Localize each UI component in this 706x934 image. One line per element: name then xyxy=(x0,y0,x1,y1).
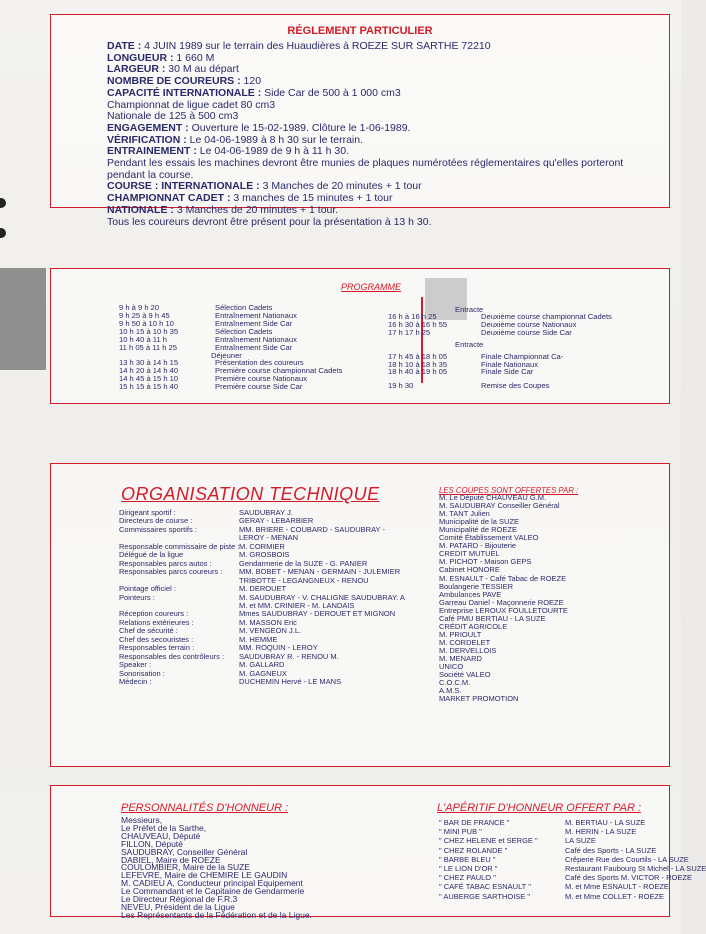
organisation-role: Pointage officiel : xyxy=(119,584,176,594)
coupes-donor: Boulangerie TESSIER xyxy=(439,581,514,591)
reglement-text: Tous les coureurs devront être présent pour la présentation à 13 h 30. xyxy=(107,215,432,228)
personnalite-line: NEVEU, Président de la Ligue xyxy=(121,901,235,912)
reglement-text: 3 Manches de 20 minutes + 1 tour xyxy=(262,180,422,193)
organisation-names: M. GAGNEUX xyxy=(239,668,287,678)
coupes-donor: M. MENARD xyxy=(439,654,482,663)
aperitif-row xyxy=(439,854,689,864)
personnalite-line: CHAUVEAU, Député xyxy=(121,830,201,841)
coupes-donor: M. PATARD - Bijouterie xyxy=(439,541,517,551)
coupes-donor: A.M.S. xyxy=(439,686,462,696)
organisation-names: LEROY - MENAN xyxy=(239,533,299,543)
organisation-names: M. CORMIER xyxy=(239,541,285,551)
reglement-text: 30 M au départ xyxy=(168,63,239,76)
coupes-title: LES COUPES SONT OFFERTES PAR : xyxy=(439,486,579,495)
programme-event: Sélection Cadets xyxy=(215,303,273,312)
organisation-names: DUCHEMIN Hervé - LE MANS xyxy=(239,677,342,686)
coupes-donor: Municipalité de la SUZE xyxy=(439,517,520,527)
organisation-names: M. HEMME xyxy=(239,634,278,644)
programme-event: Finale Nationaux xyxy=(481,359,538,369)
personnalite-line: FILLON, Député xyxy=(121,838,183,849)
programme-event: Entraînement Nationaux xyxy=(215,334,297,344)
programme-event: Finale Championnat Ca- xyxy=(481,351,564,361)
coupes-donor: Garreau Daniel - Maçonnerie ROEZE xyxy=(439,597,564,607)
personnalite-line: Messieurs, xyxy=(121,815,163,825)
programme-event: Entraînement Side Car xyxy=(215,342,293,352)
organisation-names: M. GROSBOIS xyxy=(239,550,290,560)
coupes-donor: M. CORDELET xyxy=(439,637,491,647)
programme-event: Entraînement Side Car xyxy=(215,318,293,328)
reglement-text: Side Car de 500 à 1 000 cm3 xyxy=(264,86,401,99)
aperitif-place: " CHEZ ROLANDE " xyxy=(439,845,508,855)
reglement-text: Le 04-06-1989 à 8 h 30 sur le terrain. xyxy=(189,133,364,146)
aperitif-host: Café des Sports M. VICTOR - ROEZE xyxy=(565,873,692,883)
organisation-role: Commissaires sportifs : xyxy=(119,524,197,534)
organisation-role: Chef de sécurité : xyxy=(119,626,178,636)
reglement-text: 1 660 M xyxy=(176,51,215,64)
coupes-donor: CRÉDIT AGRICOLE xyxy=(439,621,508,631)
personnalite-line: DABIEL, Maire de ROEZE xyxy=(121,854,221,865)
personnalite-line: Les Représentants de la Fédération et de la Ligue. xyxy=(121,909,312,920)
aperitif-place: " BAR DE FRANCE " xyxy=(439,818,510,827)
programme-time: 13 h 30 à 14 h 15 xyxy=(119,358,179,368)
organisation-role: Responsables parcs autos : xyxy=(119,558,212,568)
coupes-donor: Cabinet HONORE xyxy=(439,565,500,575)
programme-time: 17 h 45 à 18 h 05 xyxy=(388,351,448,361)
organisation-title: ORGANISATION TECHNIQUE xyxy=(121,484,380,504)
programme-title: PROGRAMME xyxy=(341,282,402,292)
coupes-donor: M. PICHOT - Maison GEPS xyxy=(439,557,532,567)
aperitif-row xyxy=(439,827,637,837)
aperitif-host: M. BERTIAU - LA SUZE xyxy=(565,818,646,827)
reglement-line xyxy=(107,217,663,229)
coupes-donor: Comité Établissement VALEO xyxy=(439,533,539,543)
organisation-names: SAUDUBRAY J. xyxy=(239,508,293,517)
programme-event: Deuxième course championnat Cadets xyxy=(481,312,612,321)
reglement-key: ENGAGEMENT : xyxy=(107,121,189,134)
reglement-key: ENTRAINEMENT : xyxy=(107,145,197,158)
programme-time: 18 h 40 à 19 h 05 xyxy=(388,367,448,377)
organisation-role: Réception coureurs : xyxy=(119,609,189,619)
organisation-names: M. GALLARD xyxy=(239,660,285,670)
programme-time: 16 h 30 à 16 h 55 xyxy=(388,319,448,329)
personnalite-line: M. CADIEU A, Conducteur principal Equipement xyxy=(121,878,303,889)
organisation-names: Mmes SAUDUBRAY - DEROUET ET MIGNON xyxy=(239,609,396,619)
coupes-donor: M. ESNAULT - Café Tabac de ROEZE xyxy=(439,573,567,583)
binder-hole xyxy=(0,228,6,238)
aperitif-place: " CAFÉ TABAC ESNAULT " xyxy=(439,882,531,892)
programme-event: Finale Side Car xyxy=(481,367,534,377)
organisation-box xyxy=(50,463,670,767)
organisation-role: Relations extérieures : xyxy=(119,617,194,627)
personnalite-line: COULOMBIER, Maire de la SUZE xyxy=(121,862,250,873)
organisation-role: Délégué de la ligue xyxy=(119,550,184,560)
programme-box xyxy=(50,268,670,404)
reglement-text: Ouverture le 15-02-1989. Clôture le 1-06-1989. xyxy=(191,121,411,134)
reglement-text: 3 manches de 15 minutes + 1 tour xyxy=(233,192,393,205)
dejeuner-label: Déjeuner xyxy=(211,351,242,361)
binder-hole xyxy=(0,198,6,208)
programme-event: Remise des Coupes xyxy=(481,381,550,391)
programme-time: 10 h 15 à 10 h 35 xyxy=(119,326,179,336)
organisation-names: TRIBOTTE - LEGANGNEUX - RENOU xyxy=(239,575,369,585)
aperitif-row xyxy=(439,836,596,846)
organisation-names: M. SAUDUBRAY - V. CHALIGNE SAUDUBRAY. A xyxy=(239,592,405,602)
programme-time: 16 h à 16 h 25 xyxy=(388,312,437,321)
entracte-label: Entracte xyxy=(455,305,484,314)
aperitif-place: " MINI PUB " xyxy=(439,827,482,837)
programme-event: Deuxième course Nationaux xyxy=(481,319,577,329)
reglement-text: Nationale de 125 à 500 cm3 xyxy=(107,110,239,123)
aperitif-host: Restaurant Faubourg St Michel - LA SUZE xyxy=(565,864,706,873)
programme-event: Première course championnat Cadets xyxy=(215,366,343,376)
personnalite-line: Le Directeur Régional de F.R.3 xyxy=(121,894,238,904)
programme-time: 14 h 20 à 14 h 40 xyxy=(119,366,179,376)
coupes-donor: MARKET PROMOTION xyxy=(439,694,519,704)
grey-tab xyxy=(0,268,46,370)
programme-event: Entraînement Nationaux xyxy=(215,310,297,320)
programme-time: 18 h 10 à 18 h 35 xyxy=(388,359,448,369)
organisation-names: GERAY - LEBARBIER xyxy=(239,516,314,526)
organisation-names: MM. ROQUIN - LEROY xyxy=(239,643,318,653)
organisation-names: M. VENGEON J.L. xyxy=(239,626,302,636)
organisation-names: MM. BRIERE - COUBARD - SAUDUBRAY - xyxy=(239,524,385,534)
aperitif-place: " CHEZ PAULO " xyxy=(439,873,496,883)
coupes-donor: M. DERVELLOIS xyxy=(439,645,497,655)
coupes-donor: Ambulances PAVE xyxy=(439,589,502,599)
reglement-key: DATE : xyxy=(107,40,142,52)
programme-time: 9 h 25 à 9 h 45 xyxy=(119,310,170,320)
reglement-key: COURSE : INTERNATIONALE : xyxy=(107,180,260,193)
reglement-text: Pendant les essais les machines devront être munies de plaques numérotées réglementaires qu'elles porteront xyxy=(107,157,624,170)
entracte-label: Entracte xyxy=(455,339,484,349)
organisation-role: Responsable commissaire de piste : xyxy=(119,541,240,551)
coupes-donor: Municipalité de ROEZE xyxy=(439,525,517,535)
reglement-key: CHAMPIONNAT CADET : xyxy=(107,192,231,205)
reglement-text: pendant la course. xyxy=(107,168,194,181)
organisation-role: Médecin : xyxy=(119,677,152,686)
programme-event: Présentation des coureurs xyxy=(215,358,304,368)
aperitif-host: LA SUZE xyxy=(565,836,596,846)
aperitif-row xyxy=(439,864,706,873)
aperitif-host: Café des Sports - LA SUZE xyxy=(565,845,657,855)
aperitif-title: L'APÉRITIF D'HONNEUR OFFERT PAR : xyxy=(437,802,642,814)
reglement-body xyxy=(107,41,663,228)
organisation-names: M. MASSON Eric xyxy=(239,617,297,627)
reglement-text: 3 Manches de 20 minutes + 1 tour. xyxy=(176,203,339,216)
personnalite-line: Le Préfet de la Sarthe, xyxy=(121,822,207,833)
reglement-box xyxy=(50,14,670,228)
aperitif-place: " CHEZ HELENE et SERGE " xyxy=(439,836,538,846)
personnalite-line: SAUDUBRAY, Conseiller Général xyxy=(121,846,248,857)
coupes-donor: C.O.C.M. xyxy=(439,678,471,688)
coupes-donor: Café PMU BERTIAU - LA SUZE xyxy=(439,613,546,623)
aperitif-host: M. et Mme COLLET - ROEZE xyxy=(565,891,665,901)
organisation-names: M. DEROUET xyxy=(239,584,287,594)
personnalites-box xyxy=(50,785,706,920)
reglement-text: 120 xyxy=(243,75,262,88)
personnalite-line: Le Commandant et le Capitaine de Gendarmerie xyxy=(121,886,305,897)
organisation-role: Directeurs de course : xyxy=(119,516,193,526)
coupes-donor: M. Le Député CHAUVEAU G.M. xyxy=(439,493,547,502)
aperitif-host: M. HERIN - LA SUZE xyxy=(565,827,637,837)
reglement-key: VÉRIFICATION : xyxy=(107,133,187,146)
programme-event: Première course Side Car xyxy=(215,382,303,391)
aperitif-row xyxy=(439,845,657,855)
organisation-role: Responsables des contrôleurs : xyxy=(119,651,225,661)
aperitif-place: " BARBE BLEU " xyxy=(439,854,496,864)
reglement-key: NATIONALE : xyxy=(107,203,174,216)
reglement-text: Championnat de ligue cadet 80 cm3 xyxy=(107,98,276,111)
organisation-role: Sonorisation : xyxy=(119,668,165,678)
programme-event: Deuxième course Side Car xyxy=(481,327,572,337)
programme-time: 14 h 45 à 15 h 10 xyxy=(119,374,179,384)
aperitif-row xyxy=(439,891,665,901)
reglement-text: 4 JUIN 1989 sur le terrain des Huaudières à ROEZE SUR SARTHE 72210 xyxy=(144,40,491,52)
aperitif-host: M. et Mme ESNAULT - ROEZE xyxy=(565,882,669,892)
coupes-donor: M. SAUDUBRAY Conseiller Général xyxy=(439,501,560,511)
programme-time: 9 h à 9 h 20 xyxy=(119,303,160,312)
reglement-key: CAPACITÉ INTERNATIONALE : xyxy=(107,86,262,99)
coupes-donor: M. TANT Julien xyxy=(439,509,490,519)
organisation-role: Speaker : xyxy=(119,660,152,670)
organisation-names: SAUDUBRAY R. - RENOU M. xyxy=(239,651,339,661)
organisation-names: M. et MM. CRINIER - M. LANDAIS xyxy=(239,600,355,610)
aperitif-row xyxy=(439,873,692,883)
aperitif-row xyxy=(439,882,669,892)
organisation-role: Pointeurs : xyxy=(119,592,155,602)
coupes-donor: Entreprise LEROUX FOULLETOURTE xyxy=(439,605,568,615)
programme-time: 9 h 50 à 10 h 10 xyxy=(119,318,174,328)
organisation-role: Chef des secouristes : xyxy=(119,634,194,644)
coupes-donor: Société VALEO xyxy=(439,670,491,680)
programme-time: 19 h 30 xyxy=(388,381,414,391)
programme-event: Première course Nationaux xyxy=(215,374,308,384)
reglement-title: RÉGLEMENT PARTICULIER xyxy=(287,25,433,37)
organisation-names: Gendarmerie de la SUZE - G. PANIER xyxy=(239,558,368,568)
reglement-key: LARGEUR : xyxy=(107,63,166,76)
coupes-donor: CREDIT MUTUEL xyxy=(439,549,500,559)
aperitif-place: " LE LION D'OR " xyxy=(439,864,498,873)
programme-time: 11 h 05 à 11 h 25 xyxy=(119,342,177,352)
organisation-role: Responsables terrain : xyxy=(119,643,195,653)
organisation-names: MM. BOBET - MENAN - GERMAIN - JULEMIER xyxy=(239,567,401,577)
aperitif-row xyxy=(439,818,646,827)
aperitif-host: Crêperie Rue des Courtils - LA SUZE xyxy=(565,854,689,864)
reglement-text: Le 04-06-1989 de 9 h à 11 h 30. xyxy=(199,145,350,158)
reglement-key: NOMBRE DE COUREURS : xyxy=(107,75,241,88)
programme-event: Sélection Cadets xyxy=(215,326,273,336)
programme-time: 15 h 15 à 15 h 40 xyxy=(119,382,179,391)
organisation-role: Dirigeant sportif : xyxy=(119,508,176,517)
personnalites-title: PERSONNALITÉS D'HONNEUR : xyxy=(121,802,289,814)
organisation-role: Responsables parcs coureurs : xyxy=(119,567,223,577)
programme-time: 17 h 17 h 25 xyxy=(388,327,431,337)
aperitif-place: " AUBERGE SARTHOISE " xyxy=(439,891,531,901)
coupes-donor: UNICO xyxy=(439,662,464,672)
programme-time: 10 h 40 à 11 h xyxy=(119,334,167,344)
coupes-donor: M. PRIOULT xyxy=(439,629,482,639)
personnalite-line: LEFEVRE, Maire de CHEMIRE LE GAUDIN xyxy=(121,870,288,881)
reglement-key: LONGUEUR : xyxy=(107,51,174,64)
